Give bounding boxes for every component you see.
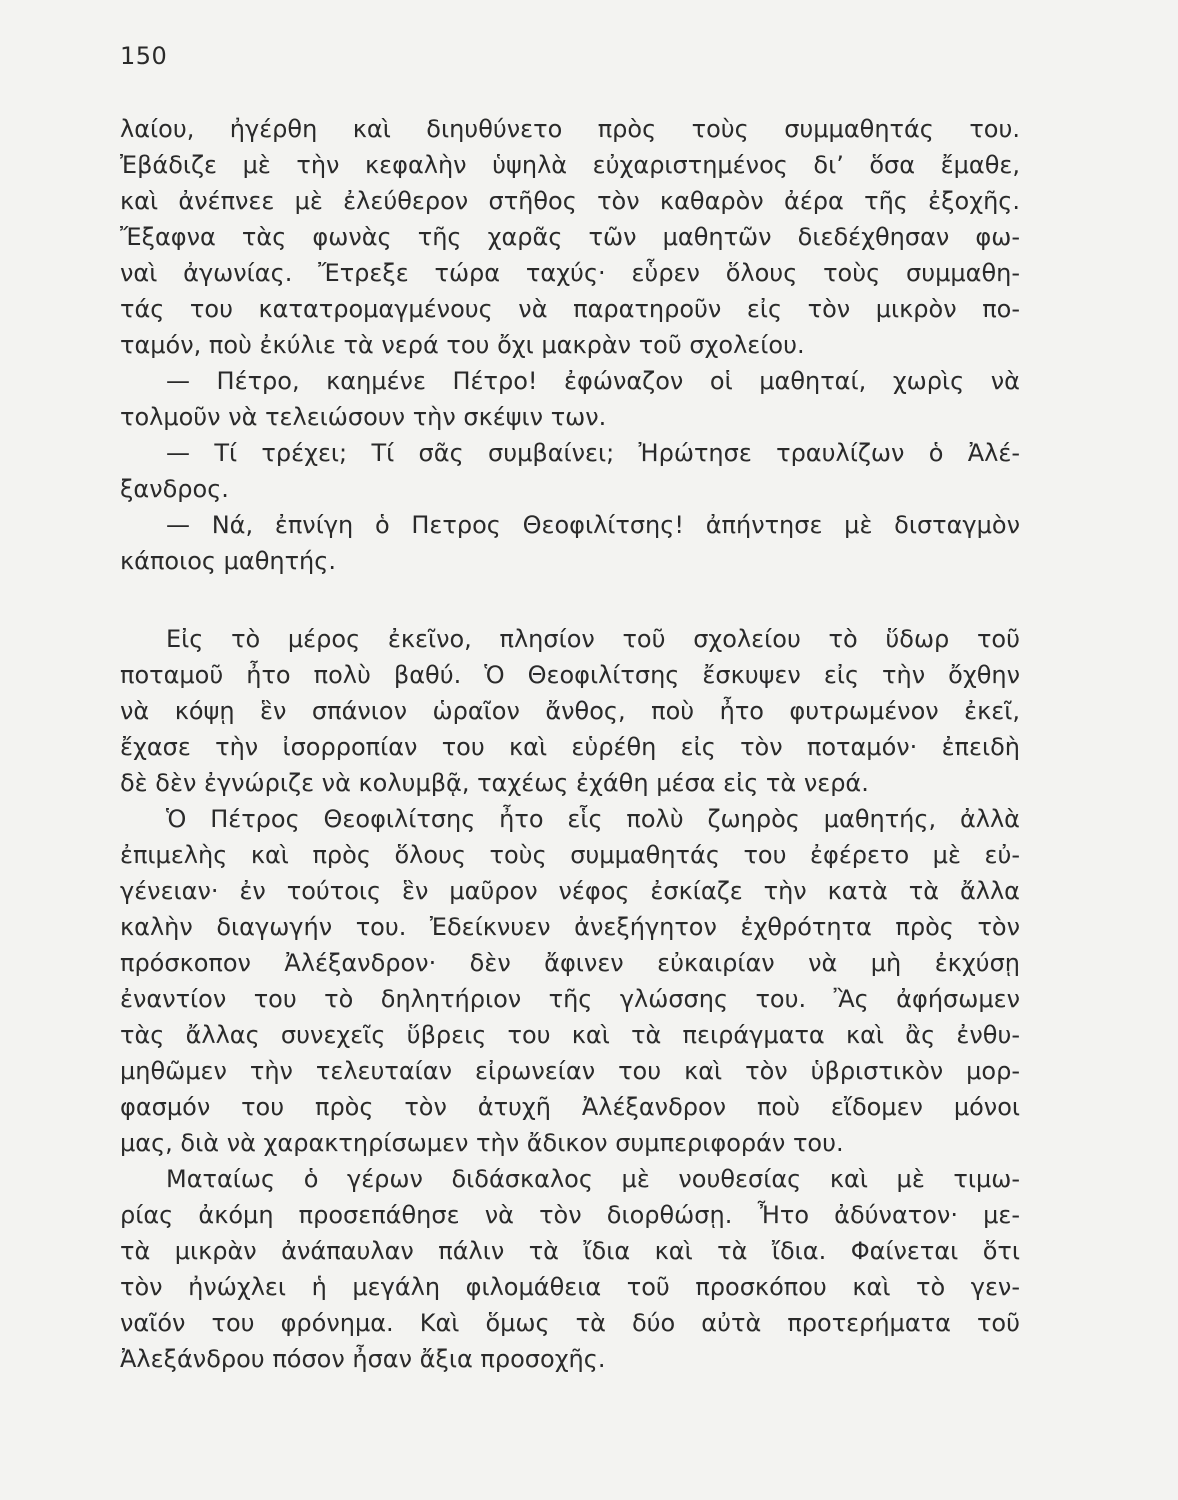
paragraph-block-2 [120,621,1020,1377]
text-line: ταμόν, ποὺ ἐκύλιε τὰ νερά του ὄχι μακρὰν τοῦ σχολείου. [120,331,805,359]
text-line: γένειαν· ἐν τούτοις ἓν μαῦρον νέφος ἐσκίαζε τὴν κατὰ τὰ ἄλλα [120,877,1020,905]
text-line: τάς του κατατρομαγμένους νὰ παρατηροῦν εἰς τὸν μικρὸν πο- [120,295,1020,323]
text-line: μας, διὰ νὰ χαρακτηρίσωμεν τὴν ἄδικον συμπεριφοράν του. [120,1129,844,1157]
dialogue-line: — Νά, ἐπνίγη ὁ Πετρος Θεοφιλίτσης! ἀπήντησε μὲ δισταγμὸν [166,511,1020,539]
text-line: νὰ κόψῃ ἓν σπάνιον ὡραῖον ἄνθος, ποὺ ἦτο φυτρωμένον ἐκεῖ, [120,697,1020,725]
text-line: τολμοῦν νὰ τελειώσουν τὴν σκέψιν των. [120,403,607,431]
text-line: πρόσκοπον Ἀλέξανδρον· δὲν ἄφινεν εὐκαιρίαν νὰ μὴ ἐκχύσῃ [120,949,1020,977]
text-line: Ἐβάδιζε μὲ τὴν κεφαλὴν ὑψηλὰ εὐχαριστημένος δι’ ὅσα ἔμαθε, [120,151,1020,179]
text-line: ξανδρος. [120,475,229,503]
text-line: ἔχασε τὴν ἰσορροπίαν του καὶ εὑρέθη εἰς τὸν ποταμόν· ἐπειδὴ [120,733,1020,761]
text-line: τὸν ἠνώχλει ἡ μεγάλη φιλομάθεια τοῦ προσκόπου καὶ τὸ γεν- [120,1273,1020,1301]
paragraph-start-line: Ὁ Πέτρος Θεοφιλίτσης ἦτο εἷς πολὺ ζωηρὸς μαθητής, ἀλλὰ [166,805,1020,833]
text-line: Ἔξαφνα τὰς φωνὰς τῆς χαρᾶς τῶν μαθητῶν διεδέχθησαν φω- [120,223,1020,251]
text-line: ναῖόν του φρόνημα. Καὶ ὅμως τὰ δύο αὐτὰ προτερήματα τοῦ [120,1309,1020,1337]
dialogue-line: — Πέτρο, καημένε Πέτρο! ἐφώναζον οἱ μαθηταί, χωρὶς νὰ [166,367,1020,395]
text-line: μηθῶμεν τὴν τελευταίαν εἰρωνείαν του καὶ τὸν ὑβριστικὸν μορ- [120,1057,1020,1085]
text-line: ναὶ ἀγωνίας. Ἔτρεξε τώρα ταχύς· εὗρεν ὅλους τοὺς συμμαθη- [120,259,1020,287]
page-number: 150 [120,42,168,70]
text-line: ποταμοῦ ἦτο πολὺ βαθύ. Ὁ Θεοφιλίτσης ἔσκυψεν εἰς τὴν ὄχθην [120,661,1020,689]
paragraph-start-line: Ματαίως ὁ γέρων διδάσκαλος μὲ νουθεσίας καὶ μὲ τιμω- [166,1165,1020,1193]
paragraph-start-line: Εἰς τὸ μέρος ἐκεῖνο, πλησίον τοῦ σχολείου τὸ ὕδωρ τοῦ [166,625,1020,653]
dialogue-line: — Τί τρέχει; Τί σᾶς συμβαίνει; Ἠρώτησε τραυλίζων ὁ Ἀλέ- [166,439,1020,467]
text-line: Ἀλεξάνδρου πόσον ἦσαν ἄξια προσοχῆς. [120,1345,606,1373]
text-line: τὰς ἄλλας συνεχεῖς ὕβρεις του καὶ τὰ πειράγματα καὶ ἂς ἐνθυ- [120,1021,1020,1049]
text-line: ρίας ἀκόμη προσεπάθησε νὰ τὸν διορθώσῃ. Ἦτο ἀδύνατον· με- [120,1201,1020,1229]
text-line: ἐπιμελὴς καὶ πρὸς ὅλους τοὺς συμμαθητάς του ἐφέρετο μὲ εὐ- [120,841,1020,869]
text-line: καὶ ἀνέπνεε μὲ ἐλεύθερον στῆθος τὸν καθαρὸν ἀέρα τῆς ἐξοχῆς. [120,187,1020,215]
text-line: λαίου, ἠγέρθη καὶ διηυθύνετο πρὸς τοὺς συμμαθητάς του. [120,115,1020,143]
text-line: τὰ μικρὰν ἀνάπαυλαν πάλιν τὰ ἴδια καὶ τὰ ἴδια. Φαίνεται ὅτι [120,1237,1020,1265]
text-line: καλὴν διαγωγήν του. Ἐδείκνυεν ἀνεξήγητον ἐχθρότητα πρὸς τὸν [120,913,1020,941]
text-line: ἐναντίον του τὸ δηλητήριον τῆς γλώσσης του. Ἂς ἀφήσωμεν [120,985,1020,1013]
text-line: κάποιος μαθητής. [120,547,336,575]
text-line: φασμόν του πρὸς τὸν ἀτυχῆ Ἀλέξανδρον ποὺ εἴδομεν μόνοι [120,1093,1020,1121]
text-line: δὲ δὲν ἐγνώριζε νὰ κολυμβᾷ, ταχέως ἐχάθη μέσα εἰς τὰ νερά. [120,769,869,797]
paragraph-block-1 [120,111,1020,579]
